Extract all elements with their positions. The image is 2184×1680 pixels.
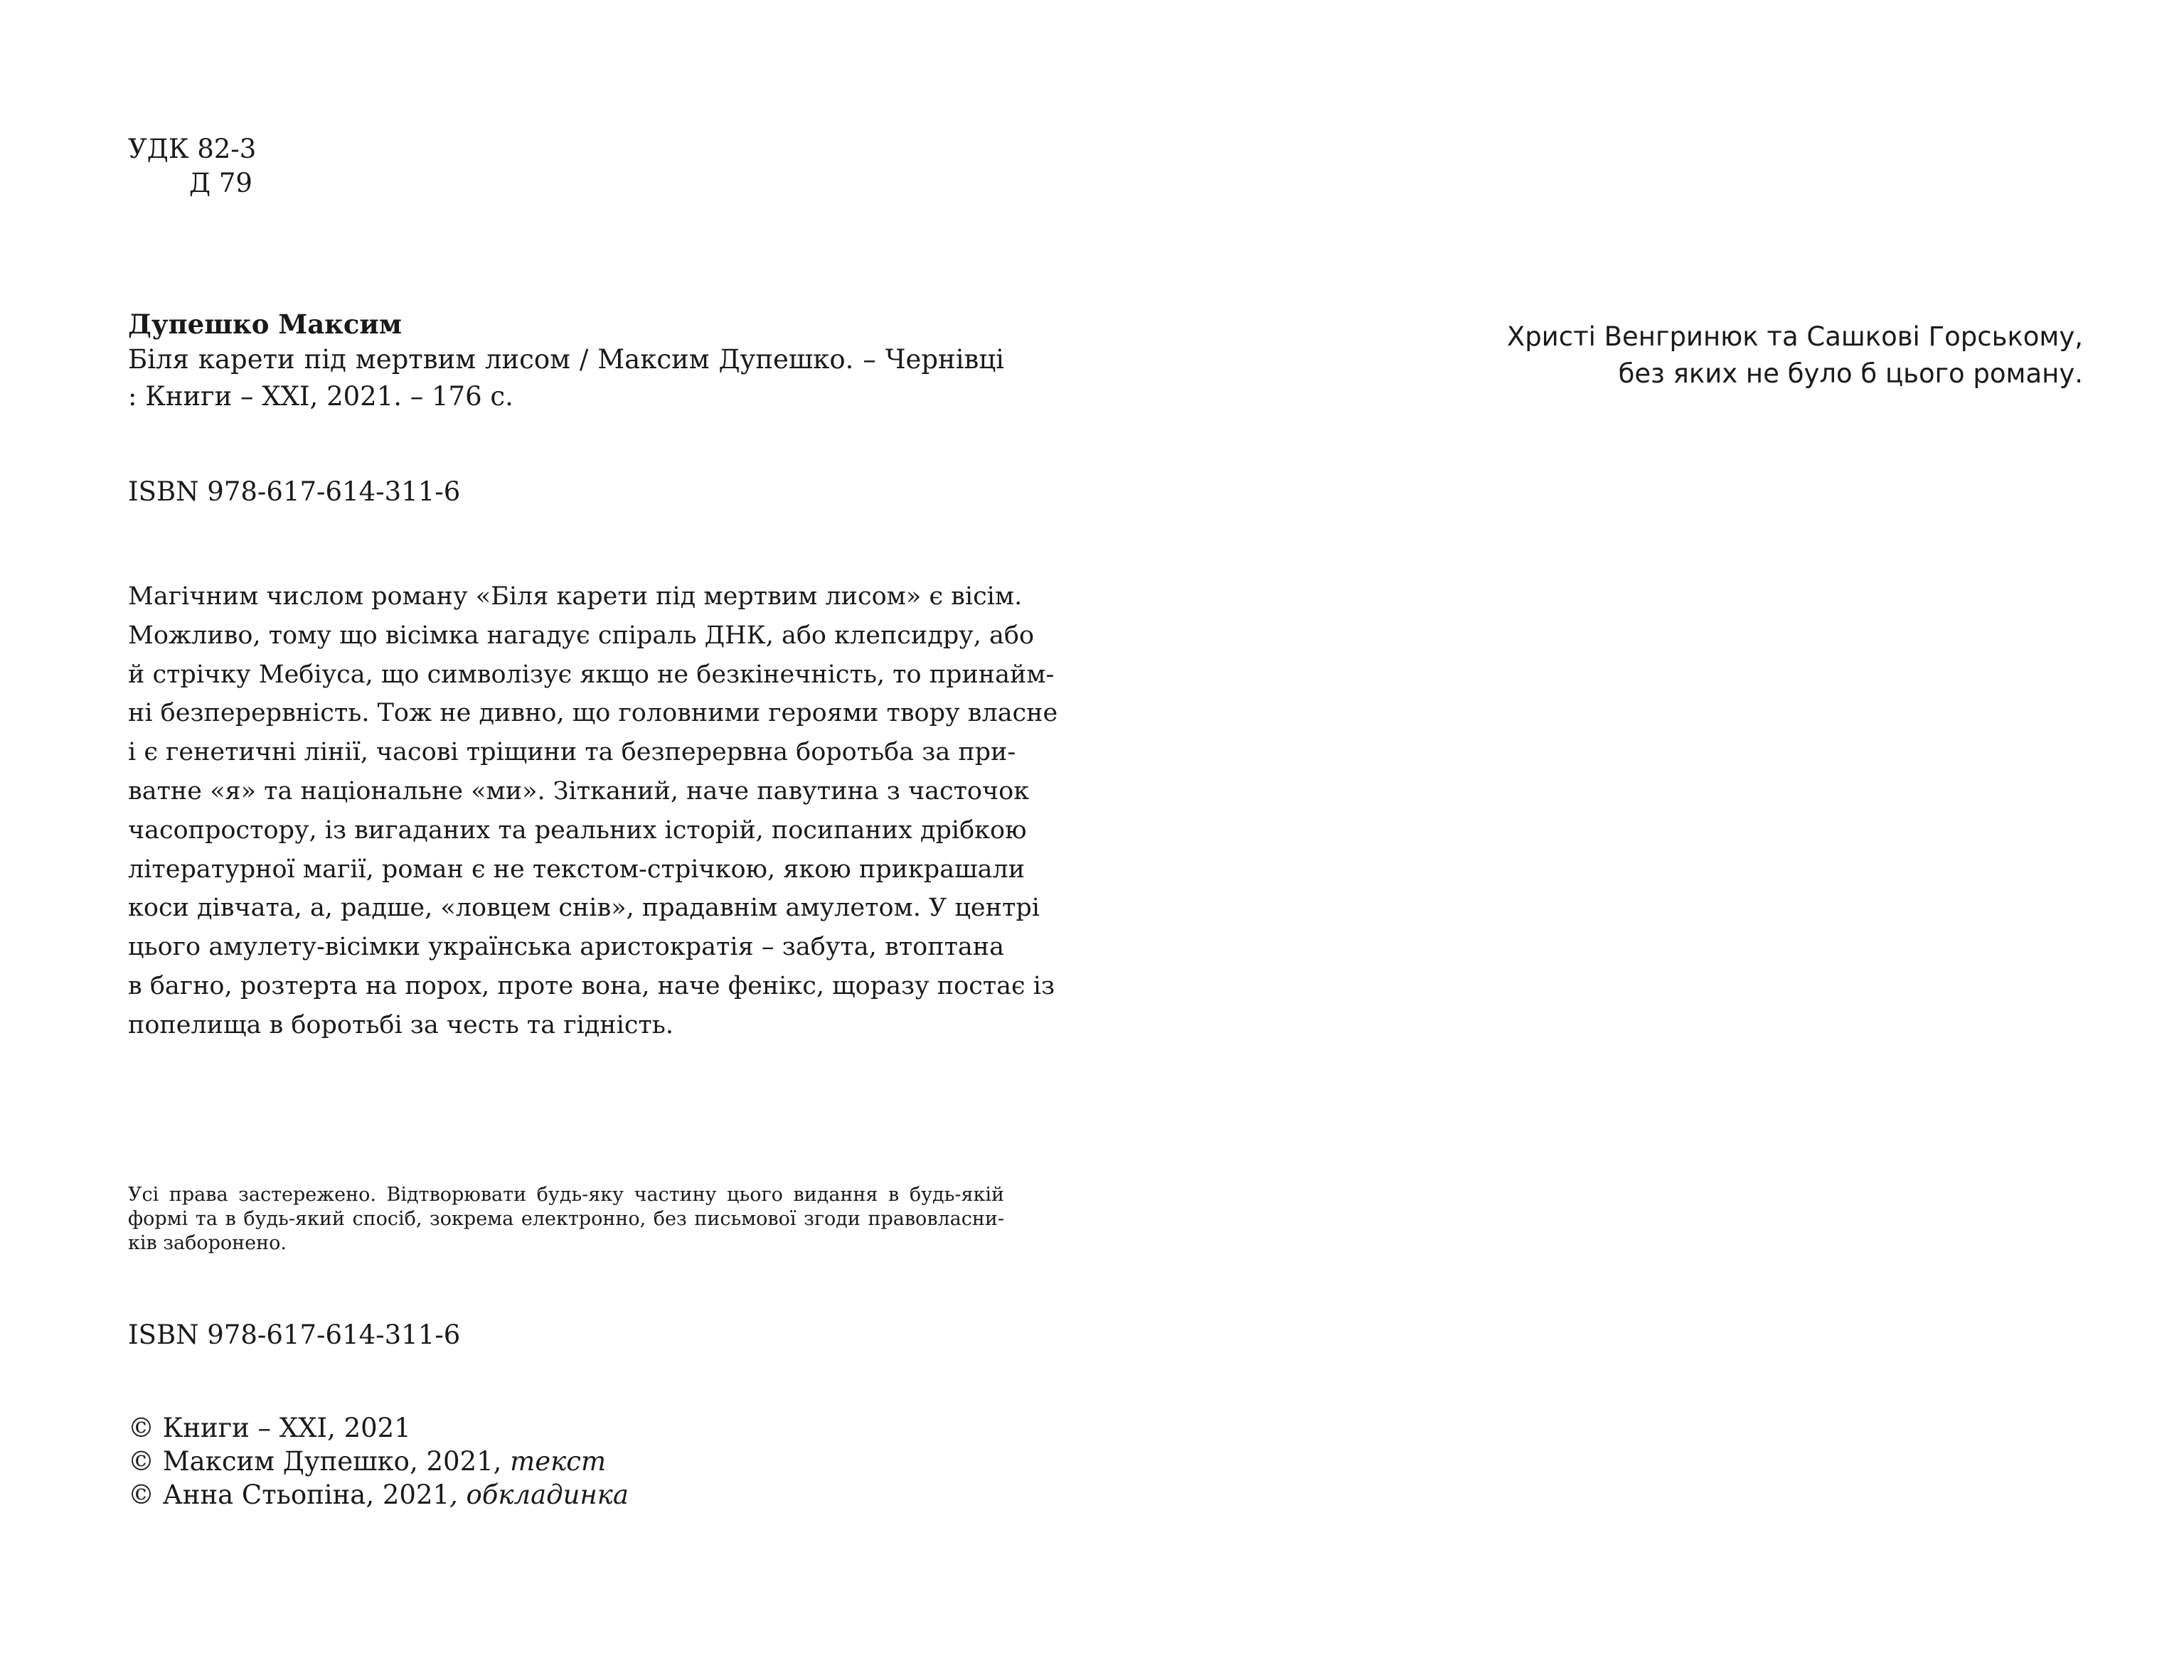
copyright-line-cover	[128, 1478, 629, 1512]
annotation-line: в багно, розтерта на порох, проте вона, наче фенікс, щоразу постає із	[128, 971, 1055, 1000]
rights-line: Усі права застережено. Відтворювати будь-яку частину цього видання в будь-якій	[128, 1184, 1004, 1206]
rights-line: формі та в будь-який спосіб, зокрема електронно, без письмової згоди правовласни-	[128, 1208, 1004, 1230]
copyright-line-author	[128, 1445, 629, 1478]
dedication	[1507, 319, 2083, 392]
isbn-bottom: ISBN 978-617-614-311-6	[128, 1320, 461, 1350]
annotation-line: цього амулету-вісімки українська аристократія – забута, втоптана	[128, 933, 1004, 962]
udk-code: УДК 82-3	[128, 134, 257, 164]
annotation-line: часопростору, із вигаданих та реальних історій, посипаних дрібкою	[128, 815, 1027, 845]
annotation-line: літературної магії, роман є не текстом-стрічкою, якою прикрашали	[128, 855, 1026, 884]
copyright-text: © Анна Стьопіна, 2021	[128, 1480, 450, 1510]
annotation	[128, 577, 1058, 1045]
copyright-text: © Книги – ХХІ, 2021	[128, 1413, 411, 1443]
dedication-line: без яких не було б цього роману.	[1618, 358, 2083, 389]
copyright-line-publisher	[128, 1411, 629, 1445]
author-mark: Д 79	[189, 168, 252, 198]
rights-line: ків заборонено.	[128, 1232, 287, 1254]
annotation-line: попелища в боротьбі за честь та гідність.	[128, 1010, 673, 1039]
author-name: Дупешко Максим	[128, 309, 403, 340]
copyright-text: © Максим Дупешко, 2021,	[128, 1446, 511, 1477]
annotation-line: Можливо, тому що вісімка нагадує спіраль ДНК, або клепсидру, або	[128, 621, 1035, 650]
copyright-role: , обкладинка	[449, 1480, 629, 1510]
annotation-line: коси дівчата, а, радше, «ловцем снів», прадавнім амулетом. У центрі	[128, 894, 1040, 923]
udk-classification	[128, 132, 256, 200]
rights-notice	[128, 1183, 1004, 1256]
annotation-line: ні безперервність. Тож не дивно, що головними героями твору власне	[128, 699, 1058, 728]
annotation-line: ватне «я» та національне «ми». Зітканий, наче павутина з часточок	[128, 776, 1030, 806]
copyright-role: текст	[510, 1446, 607, 1477]
annotation-line: Магічним числом роману «Біля карети під мертвим лисом» є вісім.	[128, 582, 1023, 611]
copyright-block	[128, 1411, 629, 1512]
bibliographic-citation: Біля карети під мертвим лисом / Максим Дупешко. – Чернівці : Книги – ХХІ, 2021. – 176 с.	[128, 344, 1004, 412]
isbn-top: ISBN 978-617-614-311-6	[128, 476, 461, 507]
annotation-line: і є генетичні лінії, часові тріщини та безперервна боротьба за при-	[128, 738, 1016, 767]
annotation-line: й стрічку Мебіуса, що символізує якщо не безкінечність, то принайм-	[128, 660, 1055, 689]
dedication-line: Христі Венгринюк та Сашкові Горському,	[1506, 321, 2083, 352]
